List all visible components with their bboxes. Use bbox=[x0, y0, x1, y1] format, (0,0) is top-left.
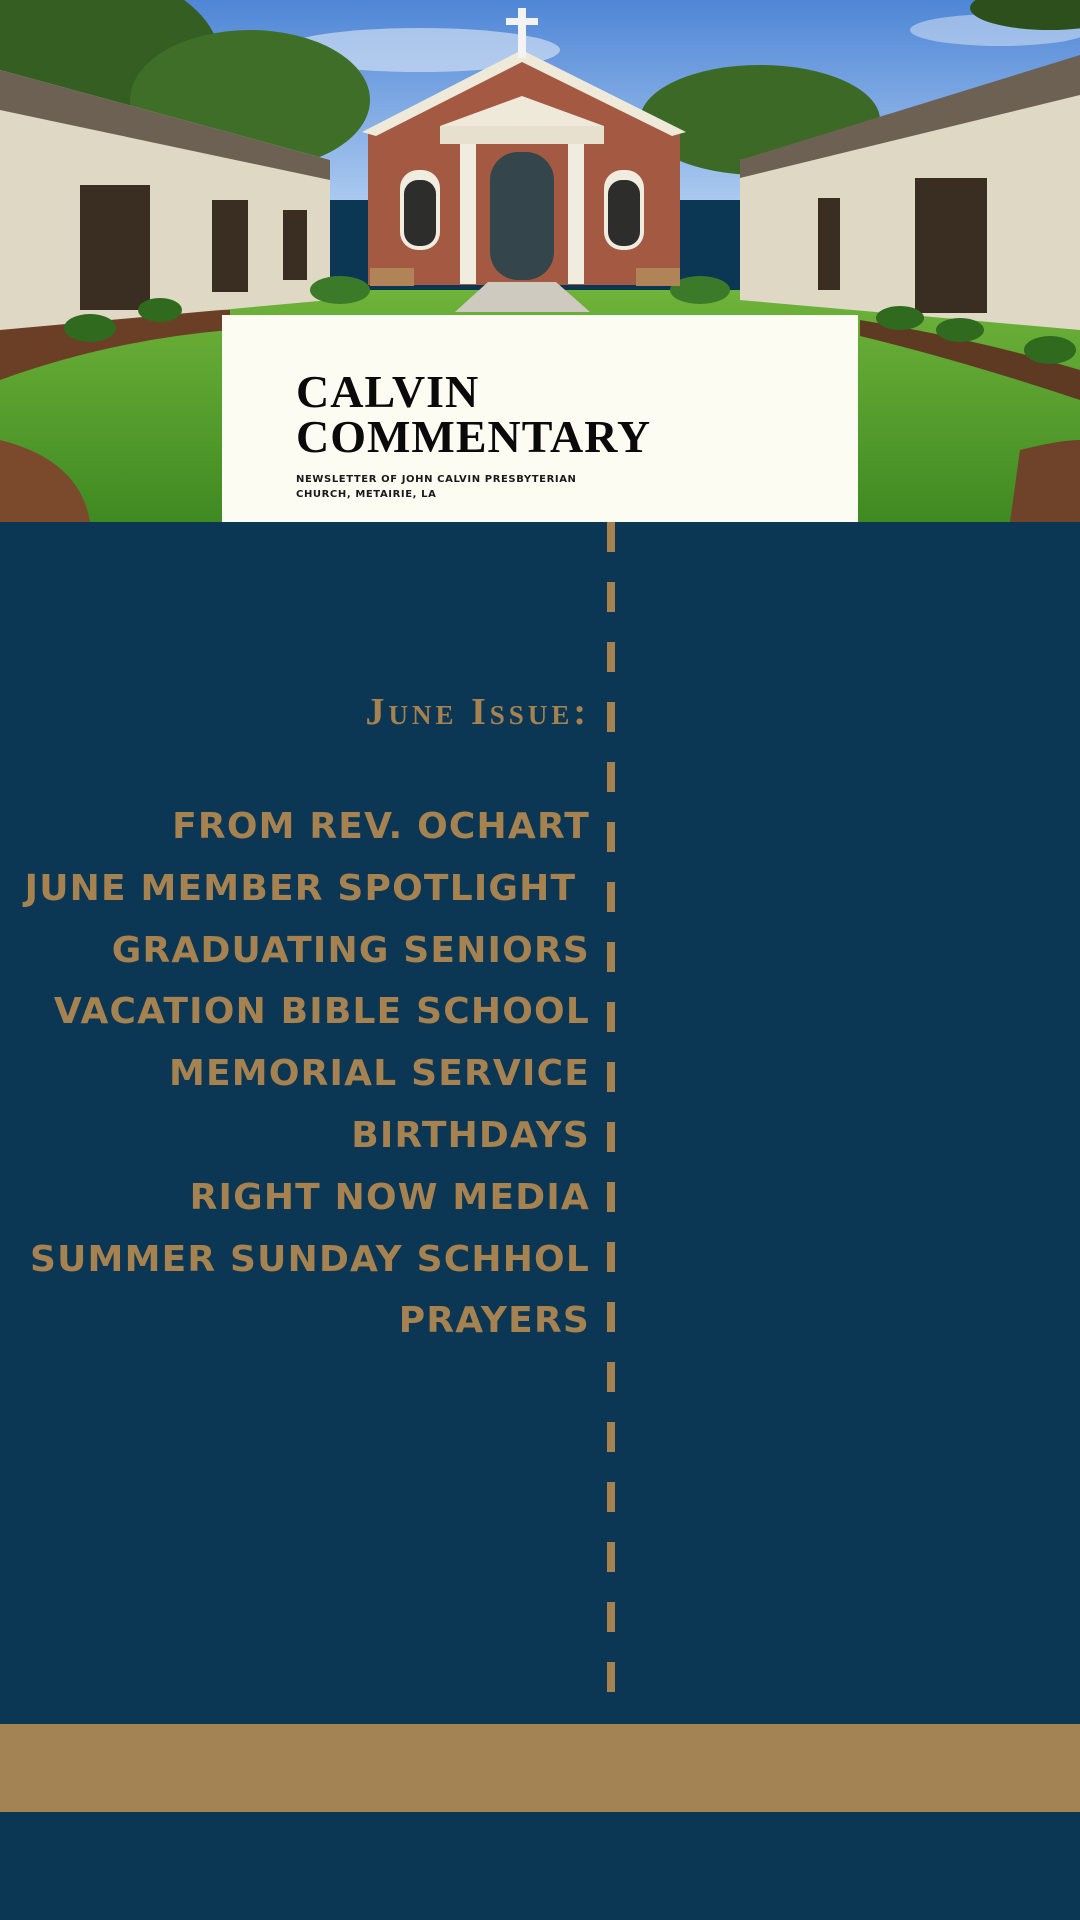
list-item: PRAYERS bbox=[398, 1300, 590, 1342]
list-item: SUMMER SUNDAY SCHHOL bbox=[30, 1238, 590, 1280]
footer-band bbox=[0, 1724, 1080, 1812]
list-item: RIGHT NOW MEDIA bbox=[189, 1176, 590, 1218]
list-item: BIRTHDAYS bbox=[351, 1114, 590, 1156]
title-line-2: COMMENTARY bbox=[296, 411, 652, 462]
title-card bbox=[222, 315, 858, 522]
list-item: GRADUATING SENIORS bbox=[111, 929, 590, 971]
newsletter-subtitle: NEWSLETTER OF JOHN CALVIN PRESBYTERIAN CHURCH, METAIRIE, LA bbox=[296, 474, 577, 500]
newsletter-title bbox=[296, 366, 652, 462]
list-item: VACATION BIBLE SCHOOL bbox=[53, 991, 590, 1033]
list-item: MEMORIAL SERVICE bbox=[168, 1053, 590, 1095]
issue-heading: June Issue: bbox=[365, 691, 590, 733]
issue-contents-list bbox=[25, 796, 590, 1352]
list-item: JUNE MEMBER SPOTLIGHT bbox=[24, 867, 590, 909]
dashed-divider bbox=[607, 522, 615, 1692]
title-line-1: CALVIN bbox=[296, 366, 480, 417]
list-item: FROM REV. OCHART bbox=[172, 806, 590, 847]
